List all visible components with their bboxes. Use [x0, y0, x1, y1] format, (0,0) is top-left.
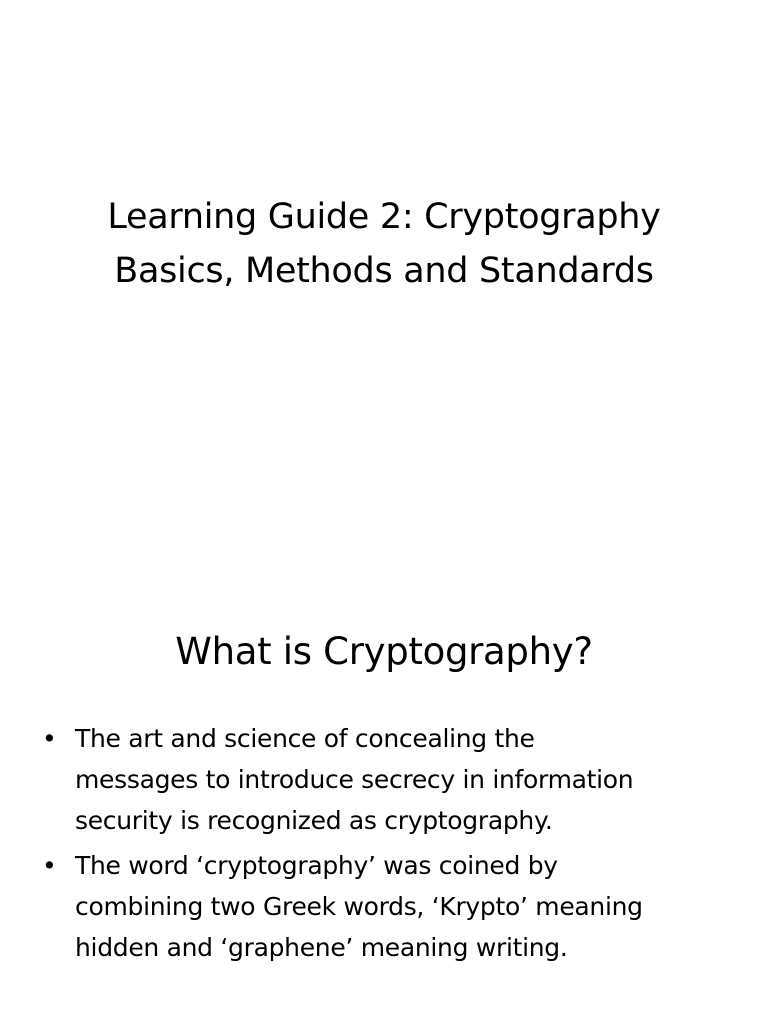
bullet-1-line-3: security is recognized as cryptography. [75, 806, 553, 835]
slide-title [40, 190, 728, 298]
bullet-marker: • [42, 724, 57, 753]
bullet-2-line-1: The word ‘cryptography’ was coined by [75, 851, 558, 880]
bullet-2-line-3: hidden and ‘graphene’ meaning writing. [75, 933, 568, 962]
slide-heading: What is Cryptography? [175, 630, 593, 673]
bullet-list [38, 718, 738, 972]
bullet-2-line-2: combining two Greek words, ‘Krypto’ meaning [75, 892, 643, 921]
bullet-item-2 [38, 845, 738, 968]
slide-title-line-2: Basics, Methods and Standards [114, 251, 654, 291]
bullet-item-1 [38, 718, 738, 841]
slide-title-line-1: Learning Guide 2: Cryptography [107, 197, 661, 237]
content-slide [0, 512, 768, 1024]
bullet-1-line-2: messages to introduce secrecy in information [75, 765, 634, 794]
bullet-marker: • [42, 851, 57, 880]
bullet-1-line-1: The art and science of concealing the [75, 724, 535, 753]
